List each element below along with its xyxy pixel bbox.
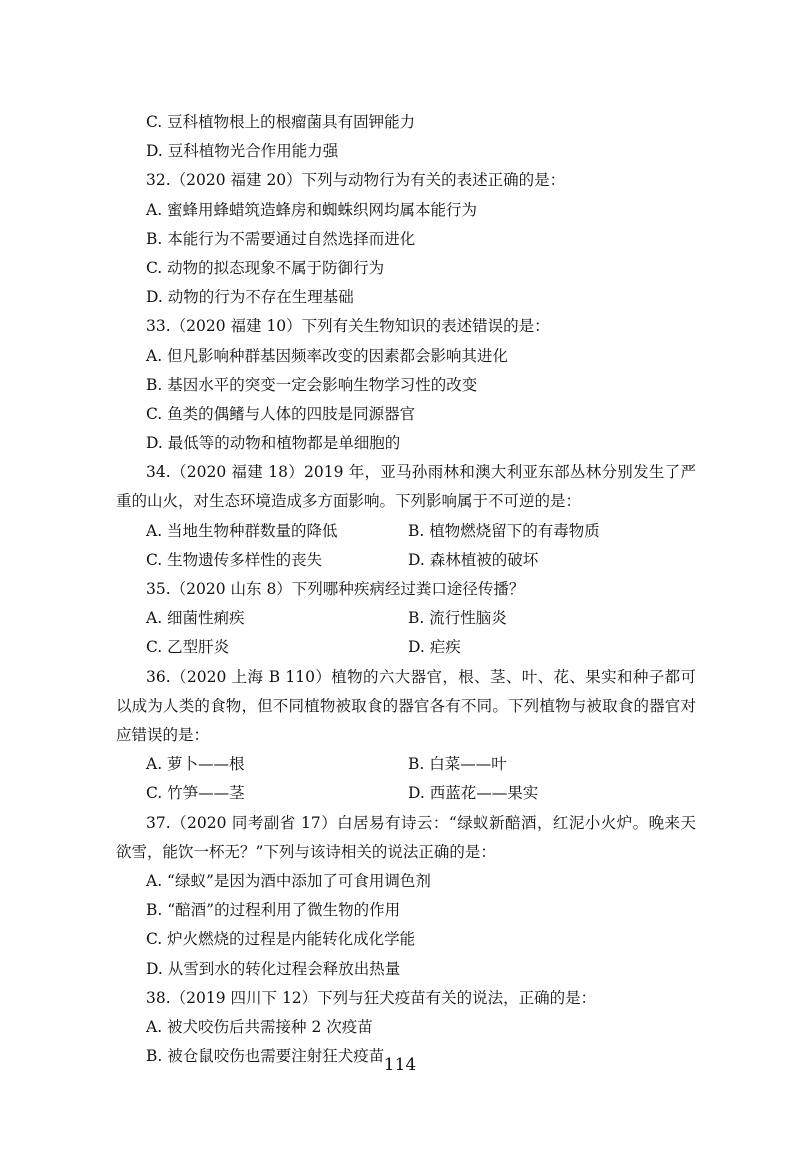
option-row — [116, 750, 696, 779]
option-row — [116, 517, 696, 546]
question-stem-33: 33.（2020 福建 10）下列有关生物知识的表述错误的是： — [146, 317, 550, 336]
option-line: A. 细菌性痢疾 — [146, 609, 245, 628]
option-row — [116, 633, 696, 662]
option-row — [116, 779, 696, 808]
option-line: C. 豆科植物根上的根瘤菌具有固钾能力 — [146, 113, 416, 131]
option-line: B. 本能行为不需要通过自然选择而进化 — [146, 229, 416, 248]
option-line: B. 白菜——叶 — [408, 755, 507, 774]
page-number: 114 — [383, 1055, 417, 1075]
option-line: A. “绿蚁”是因为酒中添加了可食用调色剂 — [146, 871, 431, 890]
question-stem-38: 38.（2019 四川下 12）下列与狂犬疫苗有关的说法，正确的是： — [146, 988, 597, 1007]
option-line: C. 动物的拟态现象不属于防御行为 — [146, 258, 385, 277]
option-line: D. 从雪到水的转化过程会释放出热量 — [146, 959, 401, 978]
option-line: A. 被犬咬伤后共需接种 2 次疫苗 — [146, 1017, 373, 1036]
option-line: B. 植物燃烧留下的有毒物质 — [408, 521, 600, 540]
option-line: A. 蜜蜂用蜂蜡筑造蜂房和蜘蛛织网均属本能行为 — [146, 200, 478, 219]
option-line: D. 西蓝花——果实 — [408, 784, 539, 803]
option-row — [116, 604, 696, 633]
option-line: A. 萝卜——根 — [146, 755, 245, 774]
option-line: C. 乙型肝炎 — [146, 638, 230, 657]
option-line: B. 被仓鼠咬伤也需要注射狂犬疫苗 — [146, 1047, 385, 1066]
option-line: C. 竹笋——茎 — [146, 784, 245, 803]
option-line: B. “醅酒”的过程利用了微生物的作用 — [146, 901, 401, 920]
question-stem-34: 34.（2020 福建 18）2019 年，亚马孙雨林和澳大利亚东部丛林分别发生了严重的山火，对生态环境造成多方面影响。下列影响属于不可逆的是： — [116, 463, 696, 511]
option-line: D. 豆科植物光合作用能力强 — [146, 142, 339, 161]
option-line: D. 动物的行为不存在生理基础 — [146, 288, 354, 307]
question-stem-32: 32.（2020 福建 20）下列与动物行为有关的表述正确的是： — [146, 171, 566, 190]
question-stem-37: 37.（2020 同考副省 17）白居易有诗云：“绿蚁新醅酒，红泥小火炉。晚来天欲雪，能饮一杯无？”下列与该诗相关的说法正确的是： — [116, 813, 696, 861]
option-row — [116, 546, 696, 575]
option-line: A. 但凡影响种群基因频率改变的因素都会影响其进化 — [146, 346, 509, 365]
option-line: A. 当地生物种群数量的降低 — [146, 521, 338, 540]
option-line: D. 最低等的动物和植物都是单细胞的 — [146, 434, 401, 453]
option-line: D. 疟疾 — [408, 638, 461, 657]
option-line: B. 基因水平的突变一定会影响生物学习性的改变 — [146, 375, 478, 394]
option-line: C. 生物遗传多样性的丧失 — [146, 550, 323, 569]
question-stem-36: 36.（2020 上海 B 110）植物的六大器官，根、茎、叶、花、果实和种子都可以成为人类的食物，但不同植物被取食的器官各有不同。下列植物与被取食的器官对应错误的是： — [116, 667, 696, 744]
question-stem-35: 35.（2020 山东 8）下列哪种疾病经过粪口途径传播？ — [146, 580, 525, 599]
question-content — [116, 108, 696, 1071]
option-line: D. 森林植被的破坏 — [408, 550, 539, 569]
option-line: C. 鱼类的偶鳍与人体的四肢是同源器官 — [146, 404, 416, 423]
option-line: B. 流行性脑炎 — [408, 609, 507, 628]
option-line: C. 炉火燃烧的过程是内能转化成化学能 — [146, 930, 416, 949]
